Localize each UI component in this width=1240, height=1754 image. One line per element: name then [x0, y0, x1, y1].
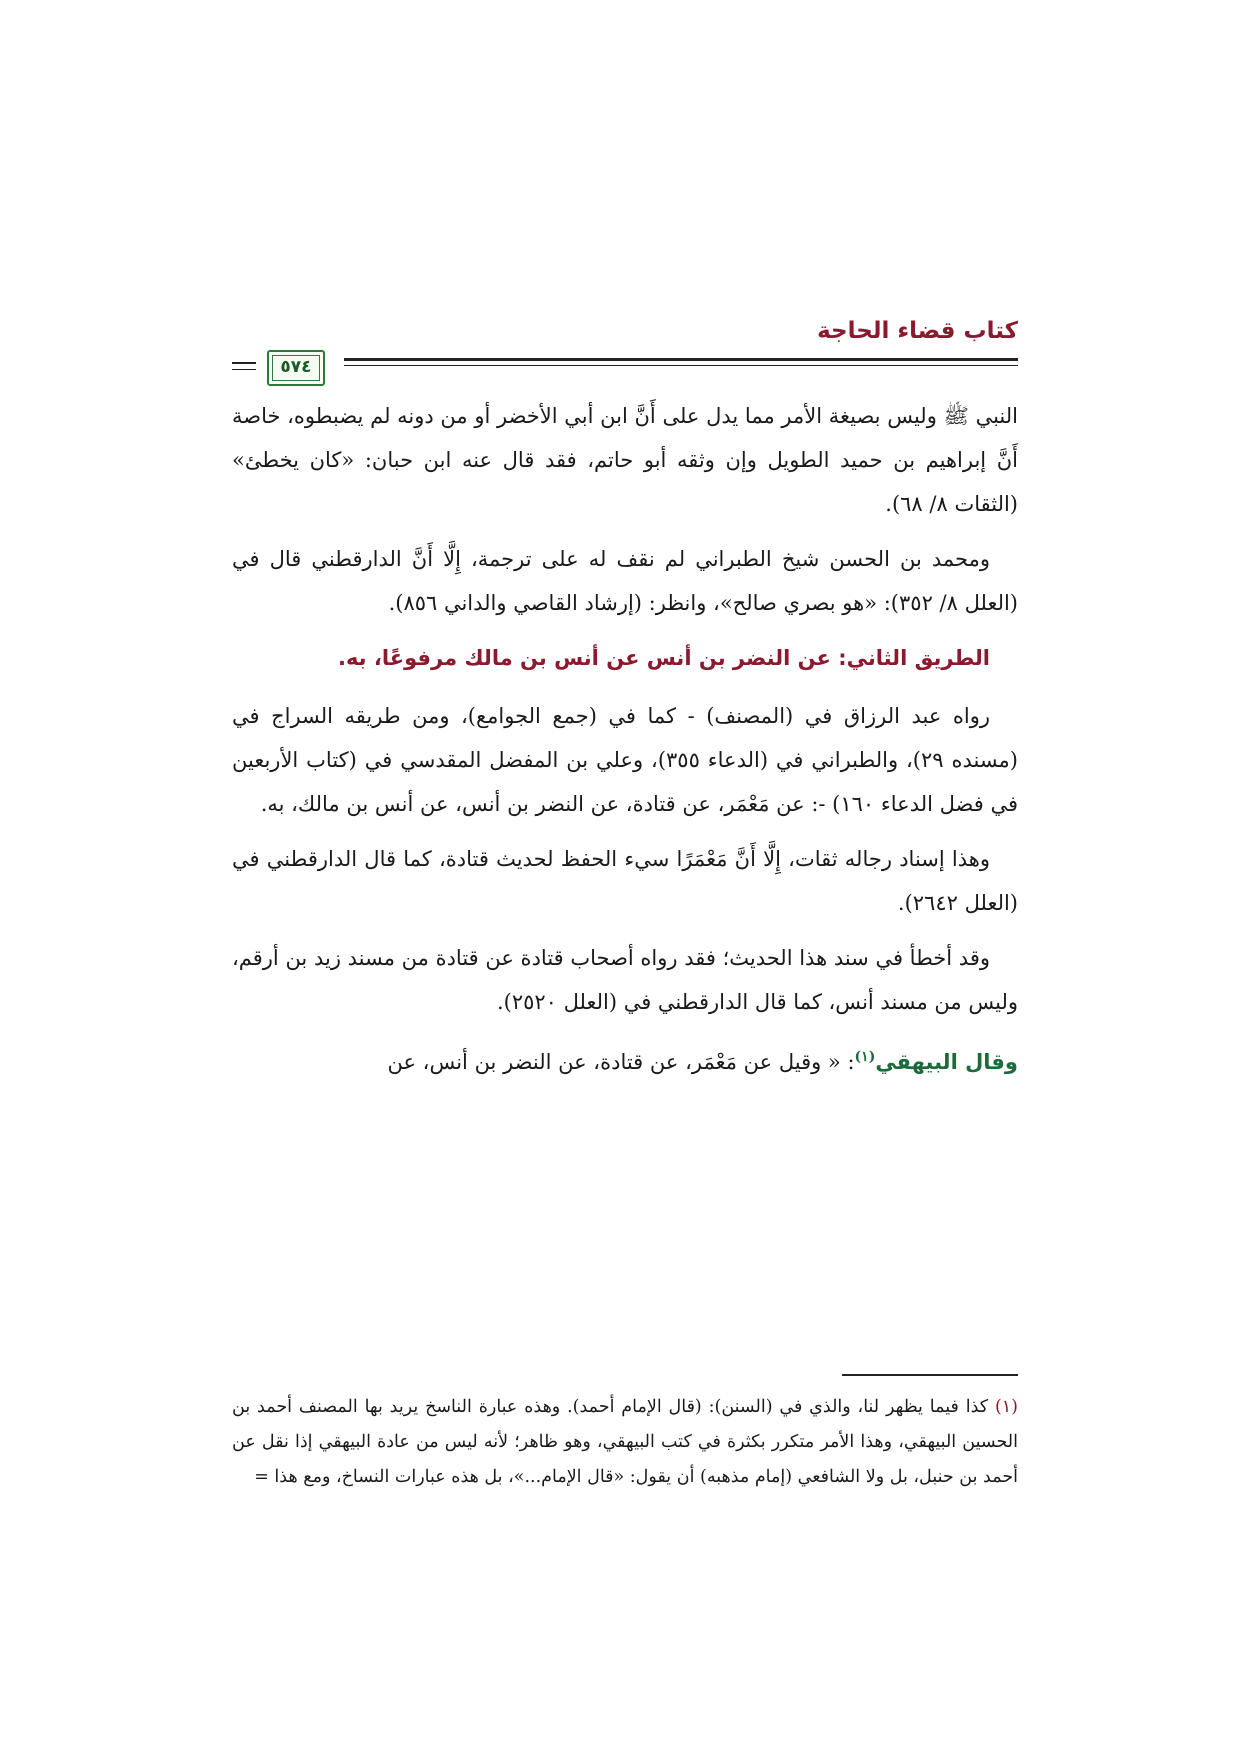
paragraph: ومحمد بن الحسن شيخ الطبراني لم نقف له على ترجمة، إِلَّا أَنَّ الدارقطني قال في (العلل ٨/ ٣٥٢): «هو بصري صالح»، وانظر: (إرشاد القاصي والداني ٨٥٦). [232, 547, 1018, 615]
footnote-ref[interactable]: (١) [854, 1049, 876, 1065]
section-heading: الطريق الثاني: عن النضر بن أنس عن أنس بن مالك مرفوعًا، به. [337, 646, 990, 670]
paragraph [232, 1035, 1018, 1084]
page-number: ٥٧٤ [280, 357, 312, 377]
header-rule-bottom [344, 365, 1018, 366]
page-number-badge [267, 350, 325, 386]
paragraph: وهذا إسناد رجاله ثقات، إِلَّا أَنَّ مَعْمَرًا سيء الحفظ لحديث قتادة، كما قال الدارقطني في (العلل ٢٦٤٢). [232, 847, 1018, 915]
page-header [232, 318, 1018, 388]
footnote [232, 1390, 1018, 1495]
quote-text: : « وقيل عن مَعْمَر، عن قتادة، عن النضر بن أنس، عن [387, 1050, 855, 1074]
header-rule-top [344, 358, 1018, 361]
main-text [232, 394, 1018, 1095]
paragraph: رواه عبد الرزاق في (المصنف) - كما في (جمع الجوامع)، ومن طريقه السراج في (مسنده ٢٩)، والطبراني في (الدعاء ٣٥٥)، وعلي بن المفضل المقدسي في (كتاب الأربعين في فضل الدعاء ١٦٠) -: عن مَعْمَر، عن قتادة، عن النضر بن أنس، عن أنس بن مالك، به. [232, 704, 1018, 816]
header-rule-left-top [232, 362, 256, 364]
quote-lead: وقال البيهقي [875, 1050, 1018, 1074]
header-rule-left-bottom [232, 369, 256, 370]
paragraph: النبي ﷺ وليس بصيغة الأمر مما يدل على أَنَّ ابن أبي الأخضر أو من دونه لم يضبطوه، خاصة أَنَّ إبراهيم بن حميد الطويل وإن وثقه أبو حاتم، فقد قال عنه ابن حبان: «كان يخطئ» (الثقات ٨/ ٦٨). [232, 404, 1018, 516]
book-title: كتاب قضاء الحاجة [817, 318, 1018, 344]
paragraph: وقد أخطأ في سند هذا الحديث؛ فقد رواه أصحاب قتادة عن قتادة من مسند زيد بن أرقم، وليس من مسند أنس، كما قال الدارقطني في (العلل ٢٥٢٠). [232, 946, 1018, 1014]
footnote-text: كذا فيما يظهر لنا، والذي في (السنن): (قال الإمام أحمد). وهذه عبارة الناسخ يريد بها المصنف أحمد بن الحسين البيهقي، وهذا الأمر متكرر بكثرة في كتب البيهقي، وهو ظاهر؛ لأنه ليس من عادة البيهقي إذا نقل عن أحمد بن حنبل، بل ولا الشافعي (إمام مذهبه) أن يقول: «قال الإمام...»، بل هذه عبارات النساخ، ومع هذا = [232, 1397, 1018, 1487]
footnote-divider [842, 1374, 1018, 1376]
footnote-number: (١) [994, 1397, 1018, 1417]
